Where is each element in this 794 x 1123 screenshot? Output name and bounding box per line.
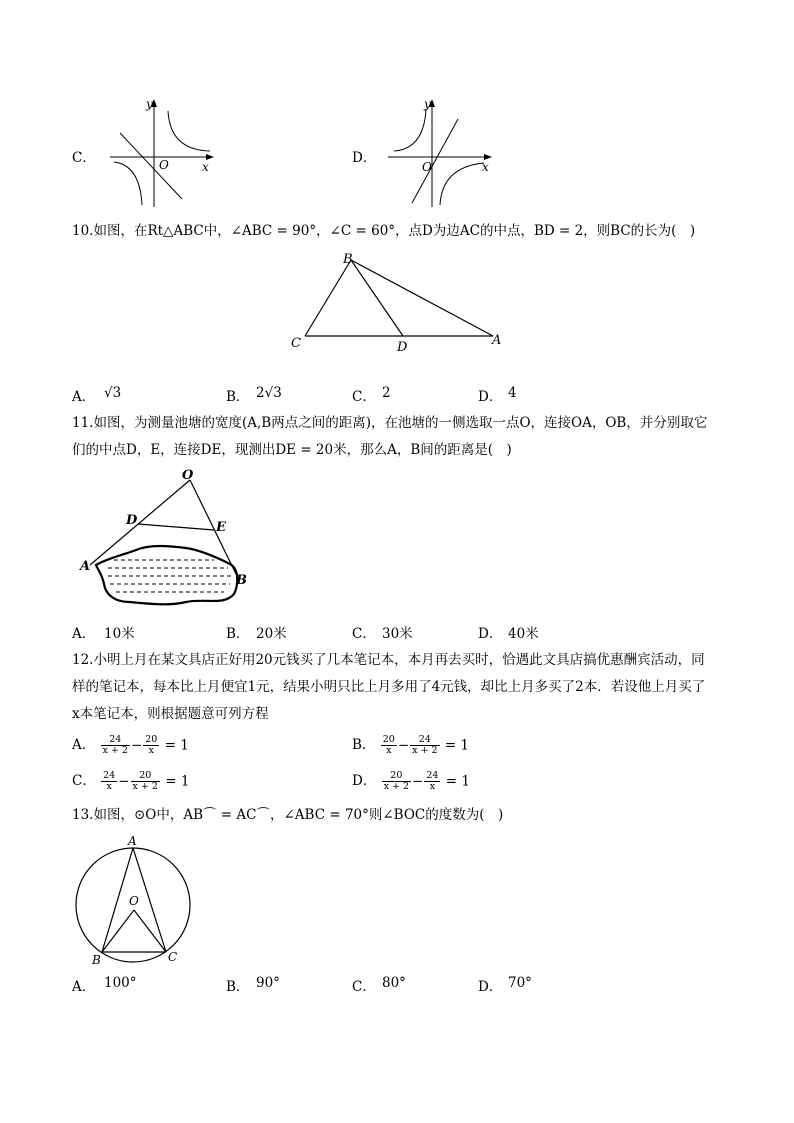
q9c-axis-x: x — [202, 160, 209, 174]
q13-option-c-value: 80° — [382, 975, 406, 991]
q10-text: 10.如图，在Rt△ABC中，∠ABC = 90°，∠C = 60°，点D为边AC的中点，BD = 2，则BC的长为( ) — [72, 223, 696, 239]
q11-option-c-value: 30米 — [382, 626, 413, 642]
q10-option-b-key: B． — [226, 389, 250, 405]
q9-option-c-label: C． — [72, 150, 96, 166]
q12-b-frac1: $\frac{20}{x}$ — [382, 734, 395, 756]
q12-d-frac1: $\frac{20}{x + 2}$ — [383, 770, 410, 792]
q11-option-a-value: 10米 — [104, 626, 135, 642]
q12-b-rhs: = 1 — [444, 737, 470, 754]
q10-label-c: C — [291, 336, 301, 351]
q11-label-o: O — [182, 468, 194, 483]
q12-option-b: B． $\frac{20}{x}$ − $\frac{24}{x + 2}$ = 1 — [352, 734, 470, 756]
q11-text-line2: 们的中点D，E，连接DE，现测出DE = 20米，那么A，B间的距离是( ) — [72, 442, 512, 458]
q12-b-frac2: $\frac{24}{x + 2}$ — [412, 734, 438, 756]
q13-option-c-key: C． — [352, 979, 376, 995]
q12-option-b-key: B． — [352, 737, 376, 753]
q13-option-d-value: 70° — [508, 975, 532, 991]
q12-a-frac1: $\frac{24}{x + 2}$ — [102, 734, 128, 756]
q12-option-a-key: A． — [72, 737, 96, 753]
q13-label-a: A — [128, 834, 137, 848]
q12-option-d: D． $\frac{20}{x + 2}$ − $\frac{24}{x}$ = 1 — [352, 770, 470, 792]
q12-c-frac1: $\frac{24}{x}$ — [103, 770, 116, 792]
q10-label-d: D — [397, 340, 408, 355]
q12-c-frac2: $\frac{20}{x + 2}$ — [132, 770, 158, 792]
q11-text-line1: 11.如图，为测量池塘的宽度(A,B两点之间的距离)，在池塘的一侧选取一点O，连接OA，OB，并分别取它 — [72, 415, 708, 431]
q13-option-b-key: B． — [226, 979, 250, 995]
q13-label-o: O — [129, 894, 139, 908]
q11-option-c-key: C． — [352, 626, 376, 642]
q12-a-frac2: $\frac{20}{x}$ — [145, 734, 158, 756]
q10-label-a: A — [492, 333, 502, 348]
q9d-axis-x: x — [482, 160, 489, 174]
q11-option-a-key: A． — [72, 626, 96, 642]
q11-label-a: A — [80, 559, 91, 574]
q10-option-d-key: D． — [478, 389, 503, 405]
q13-label-c: C — [168, 950, 178, 964]
q12-text-line3: x本笔记本，则根据题意可列方程 — [72, 706, 269, 722]
q12-a-rhs: = 1 — [164, 737, 189, 754]
q12-option-d-key: D． — [352, 773, 377, 789]
q12-text-line2: 样的笔记本，每本比上月便宜1元，结果小明只比上月多用了4元钱，却比上月多买了2本．若设他上月买了 — [72, 679, 706, 695]
q10-option-b-value: 2√3 — [256, 385, 282, 401]
q10-option-c-key: C． — [352, 389, 376, 405]
q12-option-c-key: C． — [72, 773, 96, 789]
q13-option-a-key: A． — [72, 979, 96, 995]
q10-label-b: B — [343, 252, 353, 267]
q11-label-d: D — [126, 513, 138, 528]
q11-pond-figure — [78, 468, 263, 613]
q13-option-b-value: 90° — [256, 975, 280, 991]
q11-option-d-key: D． — [478, 626, 503, 642]
q10-option-d-value: 4 — [508, 385, 517, 401]
q9-graph-c — [110, 95, 220, 210]
q9c-origin: O — [159, 158, 169, 172]
q12-text-line1: 12.小明上月在某文具店正好用20元钱买了几本笔记本，本月再去买时，恰遇此文具店搞优惠酬宾活动，同 — [72, 652, 705, 668]
q12-option-c: C． $\frac{24}{x}$ − $\frac{20}{x + 2}$ = 1 — [72, 770, 190, 792]
q13-option-d-key: D． — [478, 979, 503, 995]
q11-option-b-key: B． — [226, 626, 250, 642]
q11-option-b-value: 20米 — [256, 626, 287, 642]
q11-option-d-value: 40米 — [508, 626, 539, 642]
q9c-axis-y: y — [146, 97, 153, 111]
q12-c-rhs: = 1 — [165, 773, 190, 790]
q12-d-frac2: $\frac{24}{x}$ — [426, 770, 439, 792]
q10-option-a-key: A． — [72, 389, 96, 405]
q13-label-b: B — [92, 953, 101, 967]
q9d-axis-y: y — [424, 97, 431, 111]
q13-text: 13.如图，⊙O中，AB⌒ = AC⌒，∠ABC = 70°则∠BOC的度数为( ) — [72, 807, 504, 823]
q10-option-a-value: √3 — [104, 385, 122, 401]
q10-triangle-figure — [285, 250, 510, 360]
q13-option-a-value: 100° — [104, 975, 137, 991]
q10-option-c-value: 2 — [382, 385, 391, 401]
q12-d-rhs: = 1 — [445, 773, 470, 790]
q11-label-b: B — [236, 573, 247, 588]
q9-graph-d — [388, 95, 498, 210]
q11-label-e: E — [216, 520, 226, 535]
q13-circle-figure — [70, 830, 200, 970]
q9-option-d-label: D． — [352, 150, 377, 166]
q12-option-a: A． $\frac{24}{x + 2}$ − $\frac{20}{x}$ = 1 — [72, 734, 189, 756]
q9d-origin: O — [422, 160, 432, 174]
